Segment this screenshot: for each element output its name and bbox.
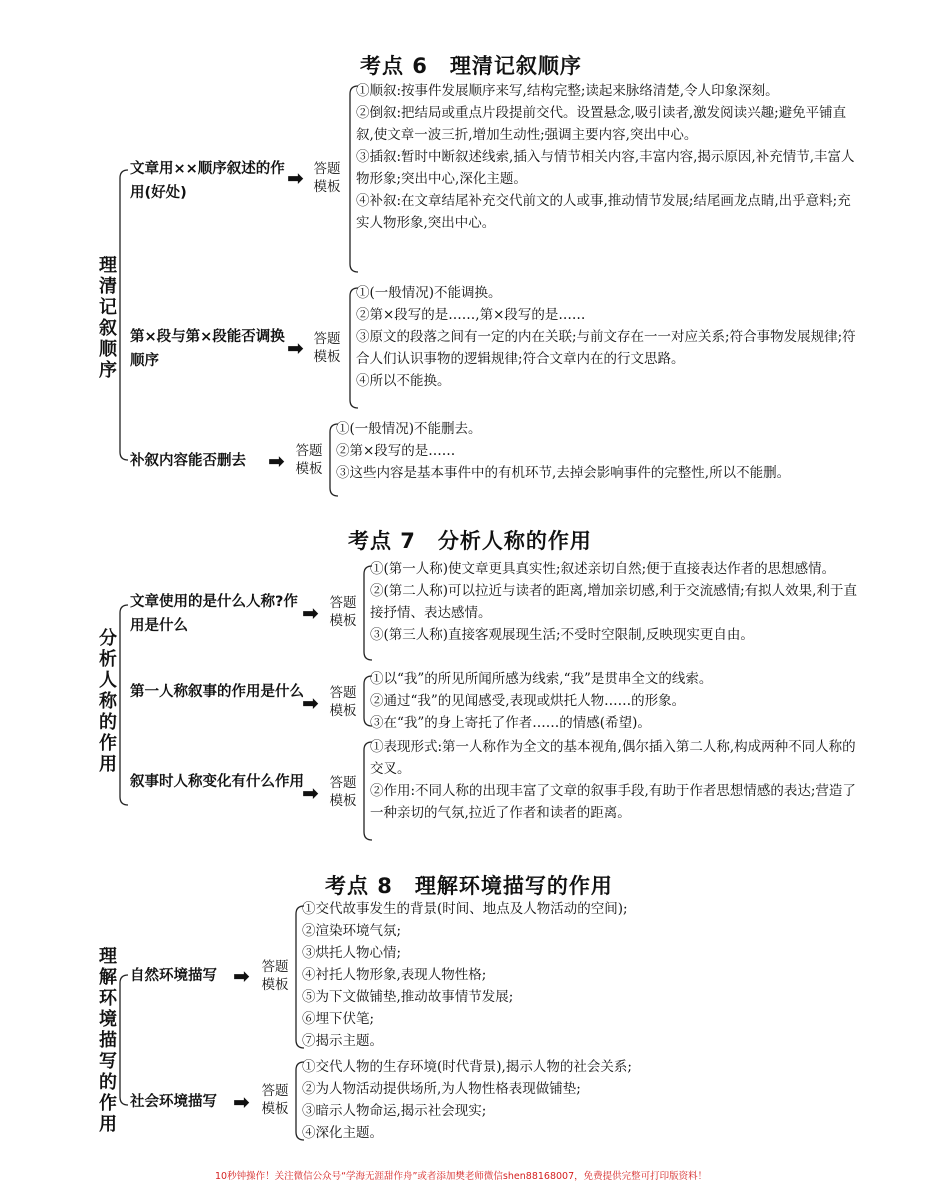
list-item: ④所以不能换。 <box>356 373 451 389</box>
arrow-icon: ➡ <box>287 166 304 190</box>
list-item: ①交代人物的生存环境(时代背景),揭示人物的社会关系; <box>302 1059 632 1075</box>
section7-row3-items <box>370 736 860 824</box>
section6-row1-template: 答题模板 <box>313 161 341 195</box>
list-item: ①(一般情况)不能调换。 <box>356 285 502 301</box>
list-item: ②为人物活动提供场所,为人物性格表现做铺垫; <box>302 1081 581 1097</box>
list-item: ②通过“我”的见闻感受,表现或烘托人物……的形象。 <box>370 693 686 709</box>
section7-label: 分析人称的作用 <box>99 628 117 775</box>
list-item: ⑤为下文做铺垫,推动故事情节发展; <box>302 989 514 1005</box>
list-item: ②倒叙:把结局或重点片段提前交代。设置悬念,吸引读者,激发阅读兴趣;避免平铺直叙,使文章一波三折,增加生动性;强调主要内容,突出中心。 <box>356 105 847 143</box>
section7-row2-items <box>370 668 860 734</box>
section7-row1-items <box>370 558 860 646</box>
list-item: ①(第一人称)使文章更具真实性;叙述亲切自然;便于直接表达作者的思想感情。 <box>370 561 836 577</box>
list-item: ④深化主题。 <box>302 1125 383 1141</box>
section6-row3-items <box>336 418 856 484</box>
section8-row2-template: 答题模板 <box>261 1083 289 1117</box>
list-item: ②第×段写的是…… <box>336 443 456 459</box>
arrow-icon: ➡ <box>233 964 250 988</box>
section6-label: 理清记叙顺序 <box>99 255 117 381</box>
section6-title: 考点 6 理清记叙顺序 <box>360 54 582 78</box>
section7-row2-template: 答题模板 <box>329 685 357 719</box>
list-item: ③插叙:暂时中断叙述线索,插入与情节相关内容,丰富内容,揭示原因,补充情节,丰富人物形象;突出中心,深化主题。 <box>356 149 855 187</box>
list-item: ①(一般情况)不能删去。 <box>336 421 482 437</box>
section8-title: 考点 8 理解环境描写的作用 <box>325 874 613 898</box>
arrow-icon: ➡ <box>268 449 285 473</box>
section6-row2-template: 答题模板 <box>313 331 341 365</box>
arrow-icon: ➡ <box>302 601 319 625</box>
arrow-icon: ➡ <box>287 336 304 360</box>
section6-row2-topic: 第×段与第×段能否调换顺序 <box>130 329 285 369</box>
section8-row1-template: 答题模板 <box>261 959 289 993</box>
list-item: ③暗示人物命运,揭示社会现实; <box>302 1103 487 1119</box>
list-item: ④衬托人物形象,表现人物性格; <box>302 967 487 983</box>
section6-row2-items <box>356 282 856 392</box>
list-item: ②第×段写的是……,第×段写的是…… <box>356 307 586 323</box>
list-item: ②(第二人称)可以拉近与读者的距离,增加亲切感,利于交流感情;有拟人效果,利于直接抒情、表达感情。 <box>370 583 857 621</box>
list-item: ①以“我”的所见所闻所感为线索,“我”是贯串全文的线索。 <box>370 671 713 687</box>
list-item: ②作用:不同人称的出现丰富了文章的叙事手段,有助于作者思想情感的表达;营造了一种亲切的气氛,拉近了作者和读者的距离。 <box>370 783 856 821</box>
section8-label: 理解环境描写的作用 <box>99 946 117 1135</box>
section7-row3-topic: 叙事时人称变化有什么作用 <box>130 774 304 790</box>
section7-row3-template: 答题模板 <box>329 775 357 809</box>
section8-row1-topic: 自然环境描写 <box>130 968 217 984</box>
list-item: ③原文的段落之间有一定的内在关联;与前文存在一一对应关系;符合事物发展规律;符合人们认识事物的逻辑规律;符合文章内在的行文思路。 <box>356 329 856 367</box>
list-item: ③在“我”的身上寄托了作者……的情感(希望)。 <box>370 715 651 731</box>
list-item: ②渲染环境气氛; <box>302 923 402 939</box>
section8-row1-items <box>302 898 822 1052</box>
list-item: ③这些内容是基本事件中的有机环节,去掉会影响事件的完整性,所以不能删。 <box>336 465 791 481</box>
section7-row1-template: 答题模板 <box>329 595 357 629</box>
section6-row3-topic: 补叙内容能否删去 <box>130 453 246 469</box>
arrow-icon: ➡ <box>233 1090 250 1114</box>
section7-row1-topic: 文章使用的是什么人称?作用是什么 <box>130 594 298 634</box>
arrow-icon: ➡ <box>302 781 319 805</box>
section6-row1-items <box>356 80 856 234</box>
section7-brace <box>120 605 128 805</box>
footer-notice: 10秒钟操作！关注微信公众号“学海无涯甜作舟”或者添加樊老师微信shen88168007，免费提供完整可打印版资料！ <box>215 1171 708 1182</box>
list-item: ④补叙:在文章结尾补充交代前文的人或事,推动情节发展;结尾画龙点睛,出乎意料;充实人物形象,突出中心。 <box>356 193 851 231</box>
list-item: ③(第三人称)直接客观展现生活;不受时空限制,反映现实更自由。 <box>370 627 754 643</box>
section6-row1-topic: 文章用××顺序叙述的作用(好处) <box>130 161 285 201</box>
list-item: ⑥埋下伏笔; <box>302 1011 375 1027</box>
list-item: ⑦揭示主题。 <box>302 1033 383 1049</box>
section8-brace <box>120 975 128 1105</box>
section6-brace <box>120 170 128 460</box>
list-item: ①交代故事发生的背景(时间、地点及人物活动的空间); <box>302 901 628 917</box>
section8-row2-items <box>302 1056 822 1144</box>
list-item: ①顺叙:按事件发展顺序来写,结构完整;读起来脉络清楚,令人印象深刻。 <box>356 83 779 99</box>
arrow-icon: ➡ <box>302 691 319 715</box>
list-item: ①表现形式:第一人称作为全文的基本视角,偶尔插入第二人称,构成两种不同人称的交叉。 <box>370 739 856 777</box>
section7-title: 考点 7 分析人称的作用 <box>348 529 592 553</box>
list-item: ③烘托人物心情; <box>302 945 402 961</box>
section6-row3-template: 答题模板 <box>295 443 323 477</box>
section8-row2-topic: 社会环境描写 <box>130 1094 217 1110</box>
section7-row2-topic: 第一人称叙事的作用是什么 <box>130 684 304 700</box>
